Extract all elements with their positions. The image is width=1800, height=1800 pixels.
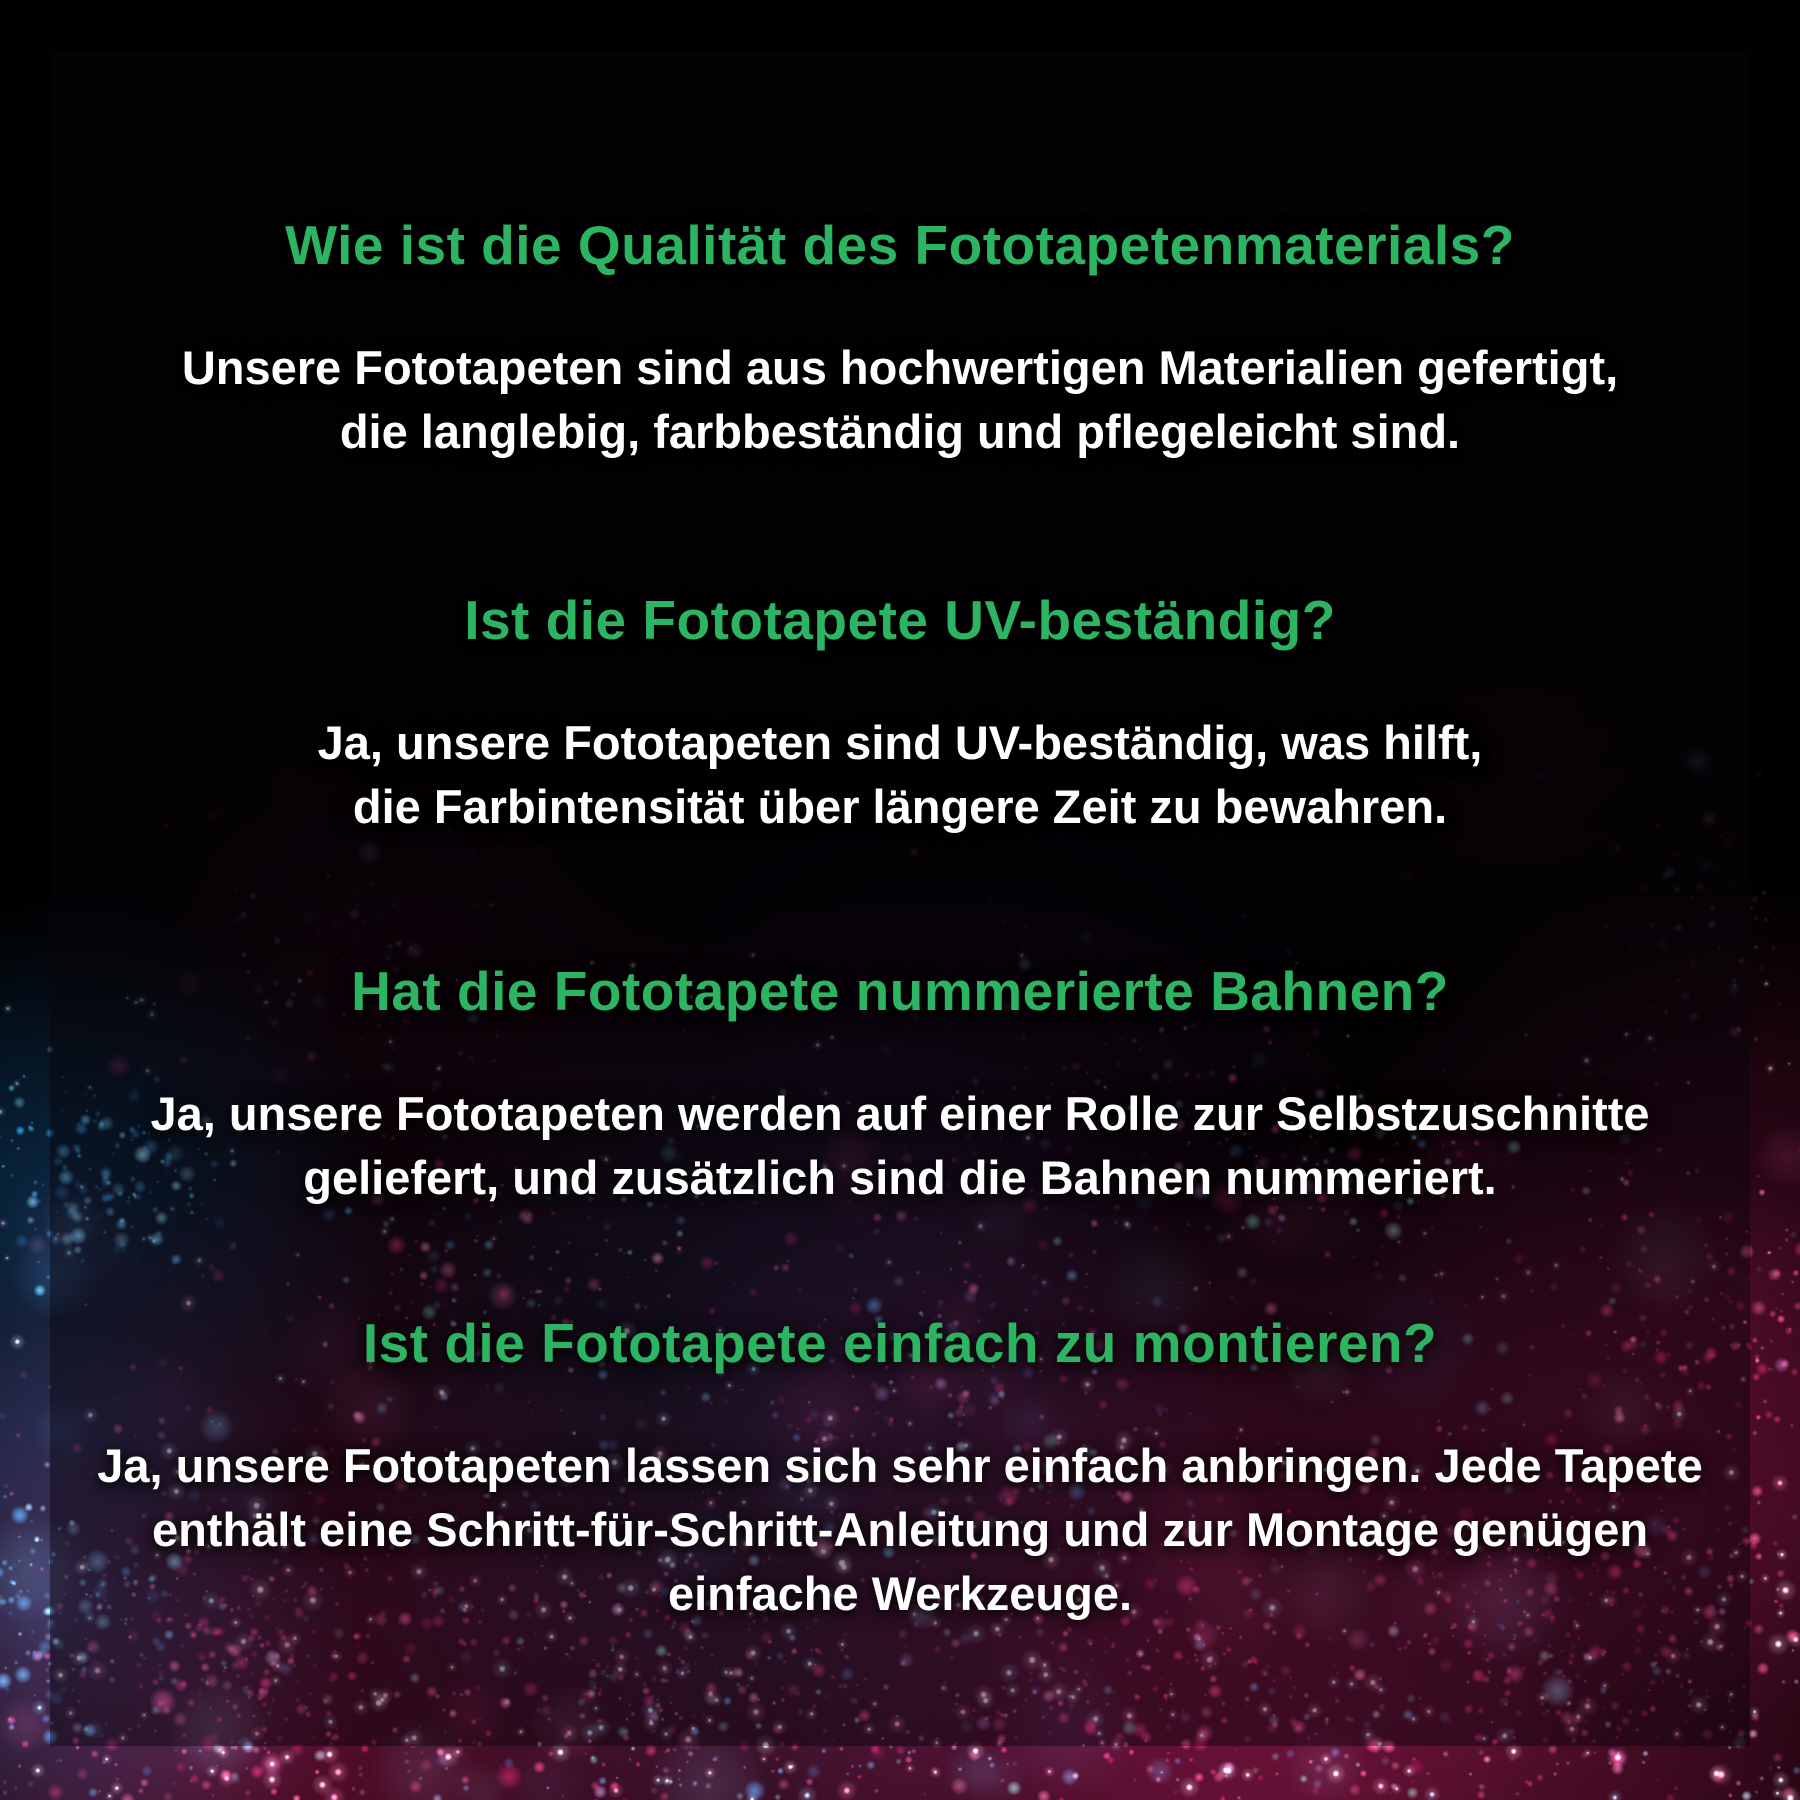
faq-question: Ist die Fototapete UV-beständig?: [464, 589, 1336, 651]
faq-answer: [150, 1082, 1649, 1210]
faq-answer-line: Ja, unsere Fototapeten lassen sich sehr einfach anbringen. Jede Tapete: [97, 1439, 1703, 1492]
faq-answer-line: einfache Werkzeuge.: [667, 1567, 1133, 1620]
faq-answer-line: Ja, unsere Fototapeten sind UV-beständig, was hilft,: [317, 716, 1483, 769]
faq-answer-line: geliefert, und zusätzlich sind die Bahnen nummeriert.: [303, 1151, 1497, 1204]
faq-question: Wie ist die Qualität des Fototapetenmaterials?: [285, 214, 1515, 276]
faq-answer-line: Unsere Fototapeten sind aus hochwertigen Materialien gefertigt,: [181, 341, 1619, 394]
faq-section: [97, 1310, 1702, 1626]
faq-question: Ist die Fototapete einfach zu montieren?: [362, 1312, 1438, 1374]
faq-answer-line: die langlebig, farbbeständig und pflegeleicht sind.: [339, 405, 1461, 458]
faq-answer-line: die Farbintensität über längere Zeit zu bewahren.: [352, 780, 1448, 833]
faq-answer: [97, 1434, 1702, 1626]
faq-section: [182, 212, 1618, 587]
faq-section: [150, 958, 1649, 1310]
faq-answer-line: Ja, unsere Fototapeten werden auf einer Rolle zur Selbstzuschnitte: [150, 1087, 1650, 1140]
faq-question: Hat die Fototapete nummerierte Bahnen?: [351, 960, 1449, 1022]
faq-section: [318, 587, 1483, 958]
faq-answer-line: enthält eine Schritt-für-Schritt-Anleitung und zur Montage genügen: [151, 1503, 1649, 1556]
faq-answer: [182, 336, 1618, 464]
faq-answer: [318, 711, 1483, 839]
